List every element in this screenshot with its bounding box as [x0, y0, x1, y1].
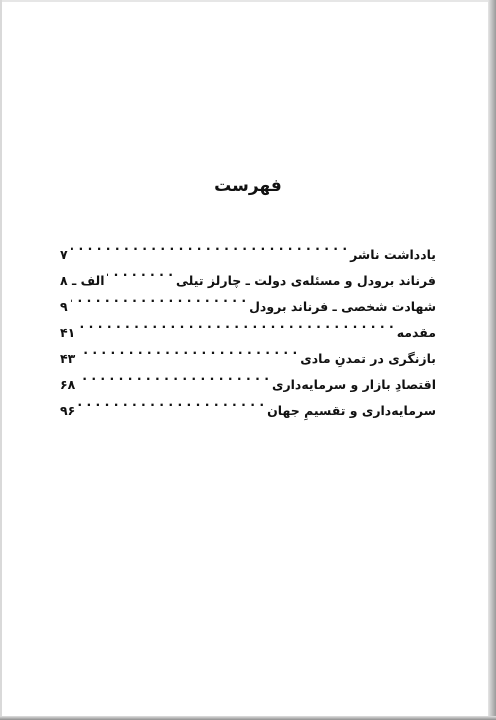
page-edge-left	[0, 0, 2, 720]
toc-entry-title: یادداشت ناشر	[350, 247, 436, 262]
toc-entry-title: شهادت شخصی ـ فرناند برودل	[249, 299, 436, 314]
toc-dot-leader	[71, 285, 246, 311]
toc-entry-page: ۶۸	[60, 377, 76, 392]
toc-entry-page: ۷	[60, 247, 68, 262]
toc-dot-leader	[107, 259, 173, 285]
toc-dot-leader	[78, 311, 393, 337]
toc-heading: فهرست	[214, 176, 282, 196]
toc-entry-title: مقدمه	[396, 325, 436, 340]
toc-dot-leader	[78, 389, 264, 415]
toc-entry-title: سرمایه‌داری و تقسیمِ جهان	[267, 403, 436, 418]
toc-entry-publisher-note	[60, 233, 436, 262]
toc-dot-leader	[71, 233, 348, 259]
toc-dot-leader	[78, 363, 269, 389]
page-edge-top	[0, 0, 496, 2]
toc-entry-material-civilization	[60, 337, 436, 366]
toc-entry-page: الف ـ ۸	[60, 273, 105, 288]
toc-entry-page: ۴۳	[60, 351, 76, 366]
page-edge-right	[488, 0, 496, 720]
toc-entry-title: بازنگری در تمدنِ مادی	[300, 351, 436, 366]
toc-dot-leader	[78, 337, 297, 363]
page-edge-bottom	[0, 716, 496, 720]
toc-entry-title: فرناند برودل و مسئله‌ی دولت ـ چارلز تیلی	[176, 273, 436, 288]
toc-entry-page: ۴۱	[60, 325, 76, 340]
toc-entry-page: ۹۶	[60, 403, 76, 418]
table-of-contents	[60, 233, 436, 418]
toc-entry-page: ۹	[60, 299, 68, 314]
toc-entry-introduction	[60, 311, 436, 340]
toc-entry-title: اقتصادِ بازار و سرمایه‌داری	[271, 377, 436, 392]
